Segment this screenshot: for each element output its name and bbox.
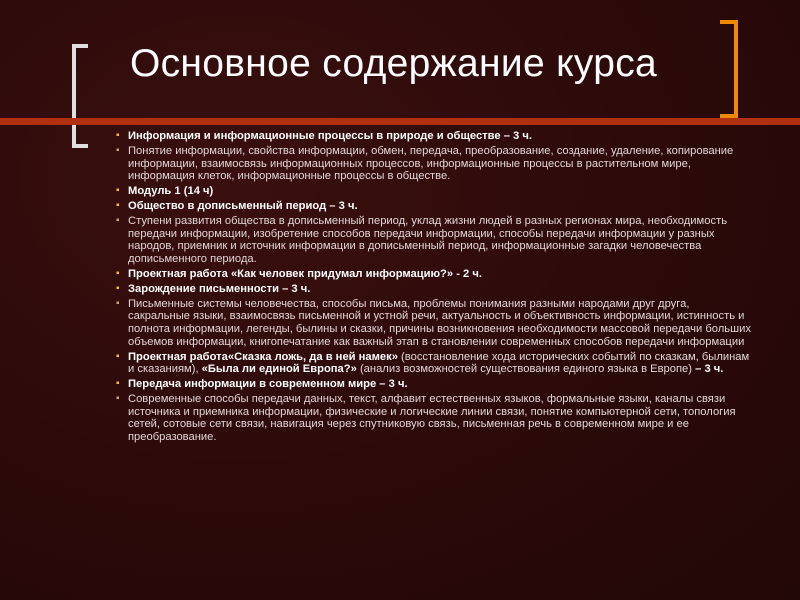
bullet-icon: ▪	[116, 130, 120, 141]
list-item	[112, 378, 752, 391]
bullet-icon: ▪	[116, 297, 120, 309]
list-item	[112, 130, 752, 143]
bullet-icon: ▪	[116, 215, 120, 227]
bullet-icon: ▪	[116, 267, 120, 279]
item-text: Проектная работа «Как человек придумал информацию?» - 2 ч.	[128, 267, 482, 280]
item-text: Ступени развития общества в дописьменный период, уклад жизни людей в разных регионах мира, необходимость передачи информации, изобретение способов передачи информации, способы передачи информации у разных народов, приемник и источник информации в дописьменный период, информационные загадки человечества дописьменного периода.	[128, 215, 728, 265]
item-text: Информация и информационные процессы в природе и обществе – 3 ч.	[128, 130, 532, 142]
left-bracket-decoration	[72, 44, 88, 148]
list-item	[112, 283, 752, 296]
project-title: Проектная работа«Сказка ложь, да в ней намек»	[128, 350, 398, 363]
list-item	[112, 215, 752, 265]
item-text: Современные способы передачи данных, текст, алфавит естественных языков, формальные языки, каналы связи источника и приемника информации, физические и логические линии связи, понятие компьютерной сети, топология сетей, сотовые сети связи, навигация через спутниковую связь, письменная речь в современном мире и ее преобразование.	[128, 393, 736, 443]
bullet-icon: ▪	[116, 393, 120, 405]
item-text: Понятие информации, свойства информации, обмен, передача, преобразование, создание, удаление, копирование информации, взаимосвязь информационных процессов, информационные процессы в растительном мире, информация клеток, информационные процессы в обществе.	[128, 144, 734, 183]
list-item	[112, 145, 752, 183]
bullet-icon: ▪	[116, 350, 120, 362]
item-text: Модуль 1 (14 ч)	[128, 185, 214, 198]
bullet-icon: ▪	[116, 378, 120, 390]
project-hours: – 3 ч.	[695, 363, 724, 376]
title-underline	[0, 118, 800, 125]
list-item	[112, 351, 752, 376]
bullet-icon: ▪	[116, 200, 120, 212]
list-item	[112, 185, 752, 198]
bullet-icon: ▪	[116, 144, 120, 156]
item-text: Передача информации в современном мире – 3 ч.	[128, 378, 408, 391]
list-item	[112, 268, 752, 281]
list-item	[112, 393, 752, 443]
item-text: Письменные системы человечества, способы письма, проблемы понимания разными народами друг друга, сакральные языки, взаимосвязь письменной и устной речи, актуальность и объективность информации, истинность и полнота информации, легенды, былины и сказки, причины возникновения необходимости массовой передачи больших объемов информации, книгопечатание как важный этап в становлении современных способов передачи информации	[128, 297, 751, 348]
bullet-icon: ▪	[116, 185, 120, 197]
slide-title: Основное содержание курса	[130, 42, 658, 85]
list-item	[112, 298, 752, 348]
item-text: Зарождение письменности – 3 ч.	[128, 282, 311, 295]
item-text: Общество в дописьменный период – 3 ч.	[128, 200, 358, 213]
project-title: «Была ли единой Европа?»	[201, 363, 357, 376]
bullet-icon: ▪	[116, 282, 120, 294]
project-description: (восстановление хода исторических событий по сказкам, былинам и сказаниям),	[128, 350, 750, 376]
course-content-list	[112, 130, 752, 446]
list-item	[112, 200, 752, 213]
project-description: (анализ возможностей существования единого языка в Европе)	[356, 363, 696, 376]
